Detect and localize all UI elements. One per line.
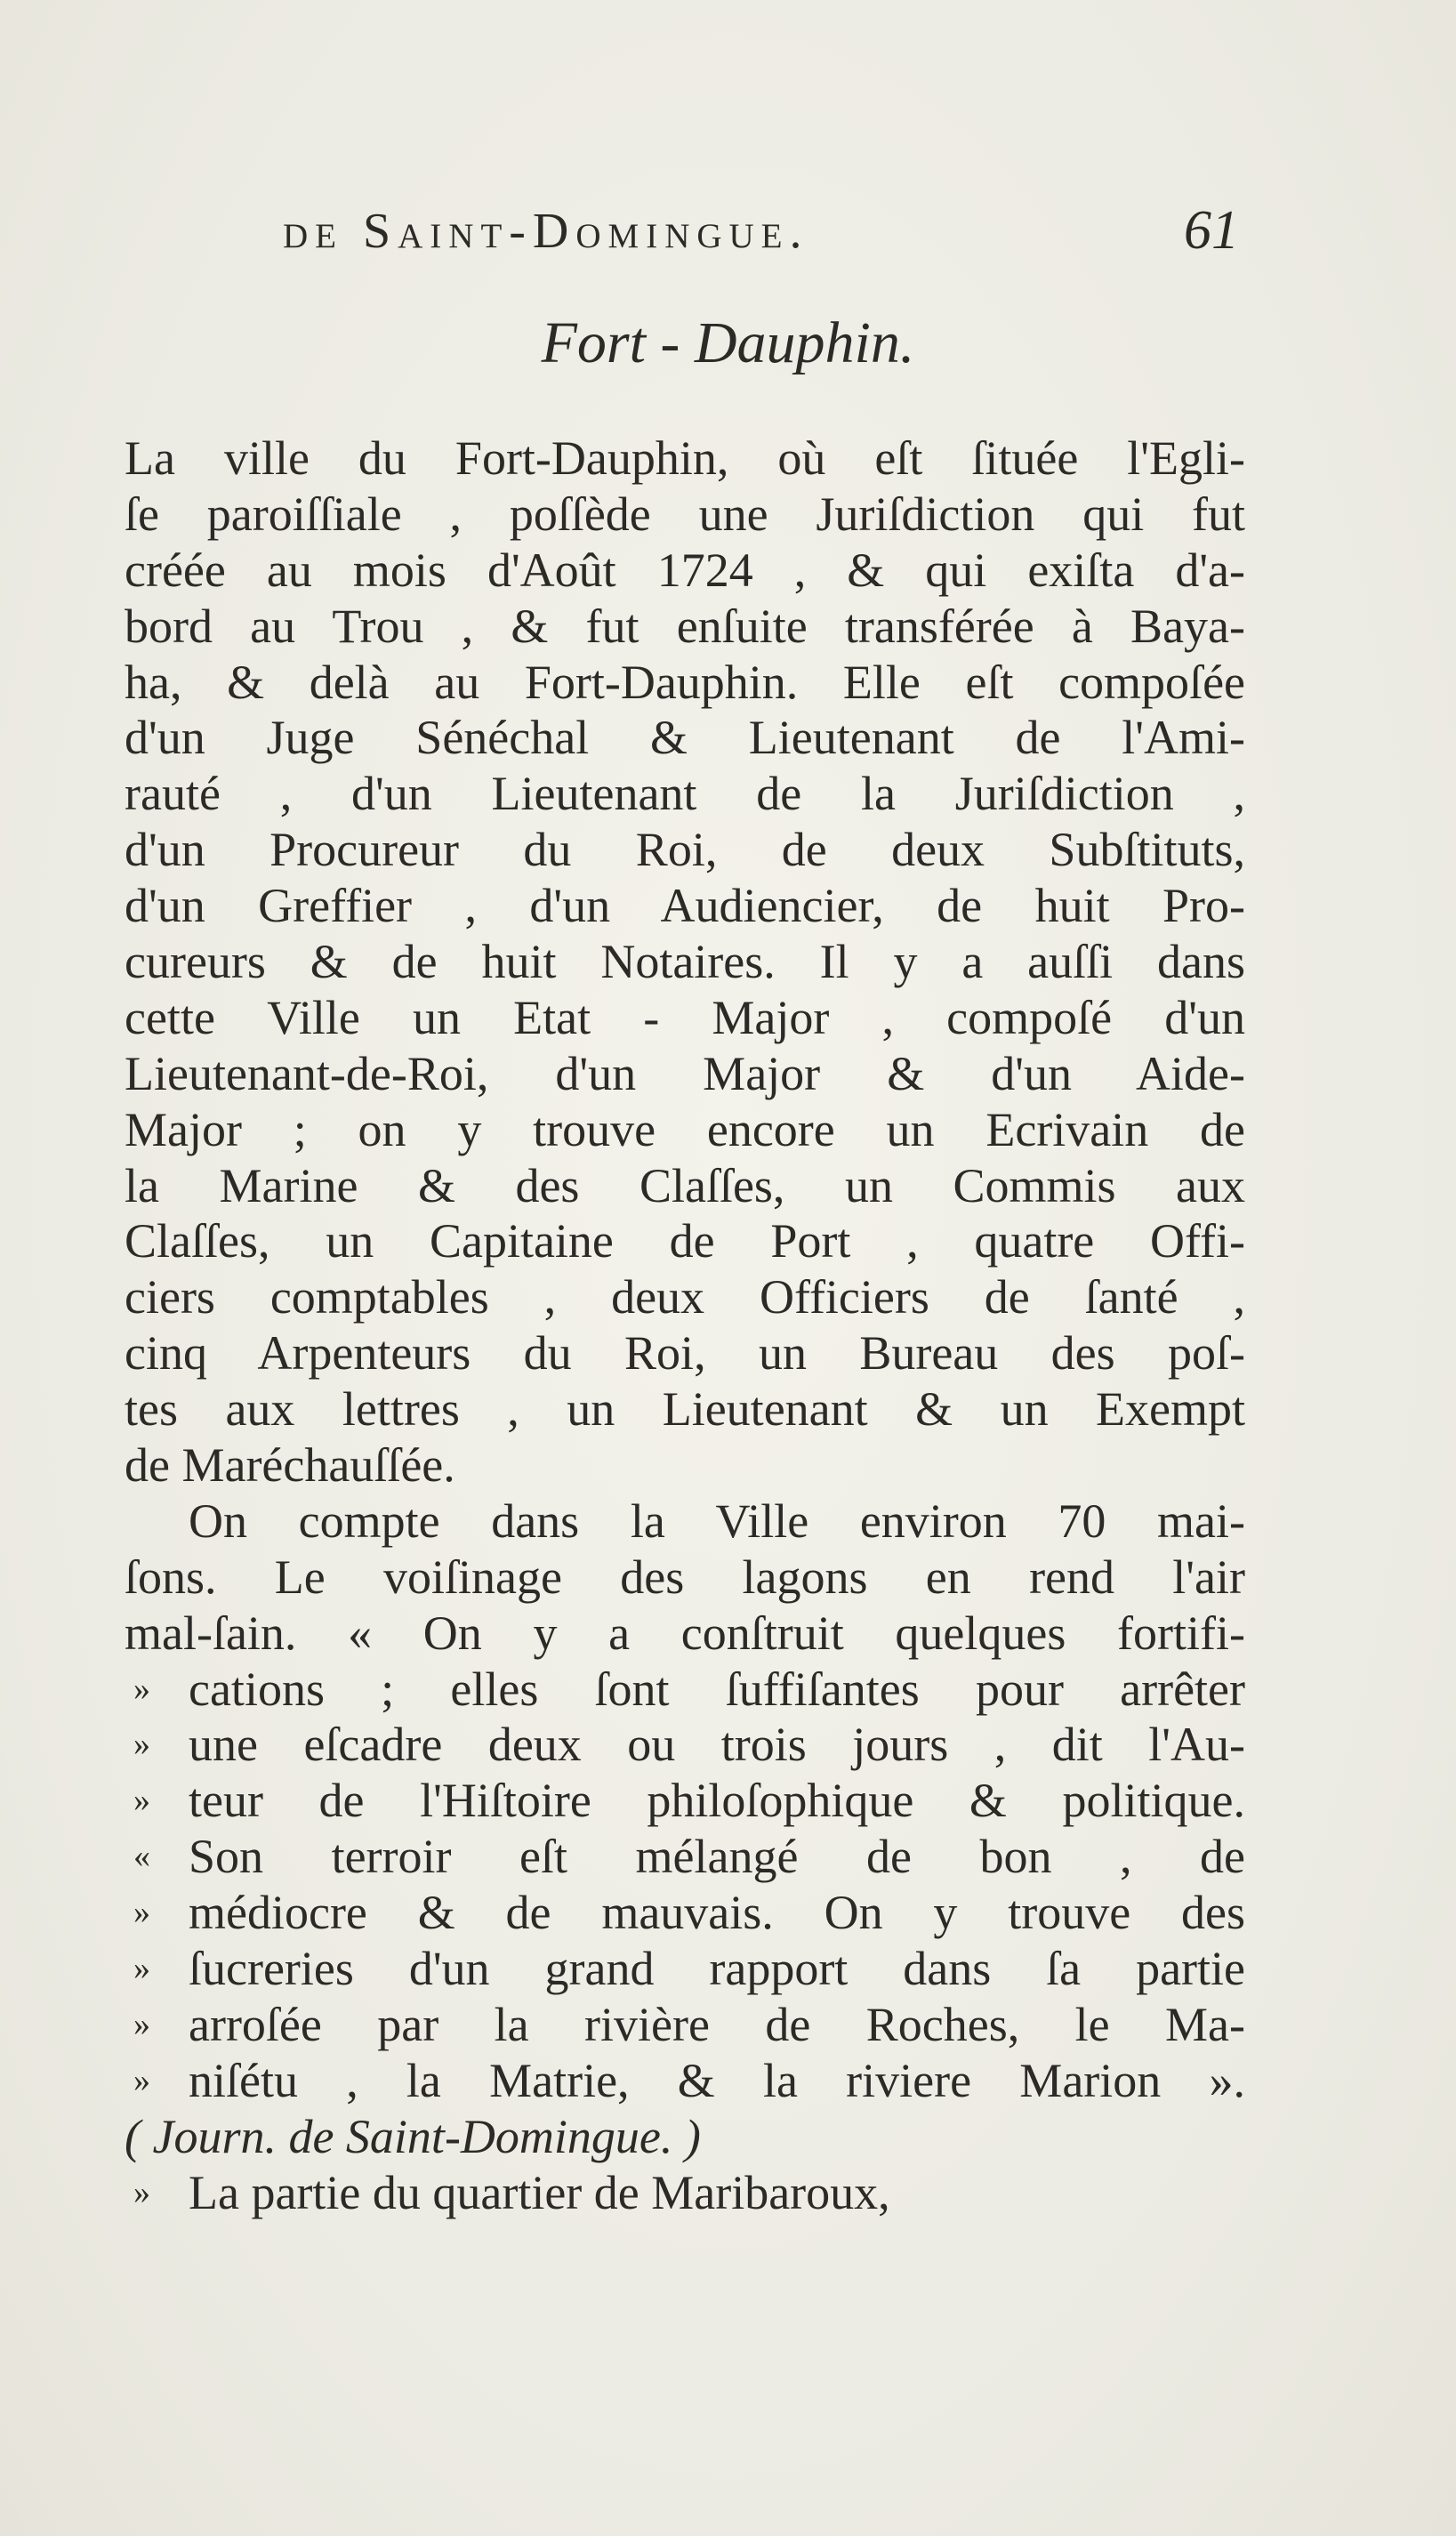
text-line: La ville du Fort-Dauphin, où eſt ſituée l'Egli- [125, 431, 1245, 485]
quote-marker: » [133, 1950, 150, 1988]
text-line: » niſétu , la Matrie, & la riviere Marion ». [133, 2053, 1245, 2107]
quote-marker: « [133, 1838, 150, 1876]
citation-line: ( Journ. de Saint-Domingue. ) [125, 2109, 701, 2163]
quote-marker: » [133, 2005, 150, 2043]
body-text [125, 431, 1245, 2221]
text-line: bord au Trou , & fut enſuite transférée à Baya- [125, 599, 1245, 653]
text-line: rauté , d'un Lieutenant de la Juriſdiction , [125, 767, 1245, 821]
text-line: ſe paroiſſiale , poſſède une Juriſdiction qui fut [125, 487, 1245, 541]
text-line: d'un Procureur du Roi, de deux Subſtituts, [125, 823, 1245, 877]
running-title: de Saint-Domingue. [283, 204, 809, 259]
text-line: Claſſes, un Capitaine de Port , quatre Offi- [125, 1214, 1245, 1268]
text-line: de Maréchauſſée. [125, 1438, 455, 1493]
text-line: » une eſcadre deux ou trois jours , dit l'Au- [133, 1718, 1245, 1772]
quote-marker: » [133, 2061, 150, 2099]
text-line: mal-ſain. « On y a conſtruit quelques fortifi- [125, 1606, 1245, 1660]
quote-marker: » [133, 1894, 150, 1932]
text-line: cinq Arpenteurs du Roi, un Bureau des poſ- [125, 1326, 1245, 1381]
quote-marker: » [133, 1782, 150, 1820]
quote-marker: » [133, 1726, 150, 1764]
text-line: » La partie du quartier de Maribaroux, [133, 2165, 890, 2219]
text-line: d'un Juge Sénéchal & Lieutenant de l'Ami- [125, 711, 1245, 765]
text-line: ha, & delà au Fort-Dauphin. Elle eſt compoſée [125, 655, 1245, 709]
page-number: 61 [1184, 200, 1239, 261]
text-line: » arroſée par la rivière de Roches, le Ma- [133, 1997, 1245, 2051]
section-title: Fort - Dauphin. [541, 310, 915, 375]
text-line: la Marine & des Claſſes, un Commis aux [125, 1158, 1245, 1212]
text-line: d'un Greffier , d'un Audiencier, de huit Pro- [125, 879, 1245, 933]
text-line: ſons. Le voiſinage des lagons en rend l'air [125, 1550, 1245, 1604]
text-line: cureurs & de huit Notaires. Il y a auſſi dans [125, 935, 1245, 989]
text-line: » cations ; elles ſont ſuffiſantes pour arrêter [133, 1662, 1245, 1716]
text-line: » médiocre & de mauvais. On y trouve des [133, 1886, 1245, 1940]
text-line: » teur de l'Hiſtoire philoſophique & politique. [133, 1774, 1245, 1828]
text-line: cette Ville un Etat - Major , compoſé d'un [125, 990, 1245, 1044]
page-header [283, 200, 1239, 265]
text-line: Major ; on y trouve encore un Ecrivain de [125, 1102, 1245, 1156]
text-line: « Son terroir eſt mélangé de bon , de [133, 1830, 1245, 1884]
text-line: » ſucreries d'un grand rapport dans ſa partie [133, 1942, 1245, 1996]
text-line: créée au mois d'Août 1724 , & qui exiſta d'a- [125, 543, 1245, 597]
text-line: ciers comptables , deux Officiers de ſanté , [125, 1270, 1245, 1324]
text-line: Lieutenant-de-Roi, d'un Major & d'un Aide- [125, 1046, 1245, 1100]
text-line: tes aux lettres , un Lieutenant & un Exempt [125, 1382, 1245, 1437]
quote-marker: » [133, 1670, 150, 1708]
quote-marker: » [133, 2173, 150, 2211]
text-line: On compte dans la Ville environ 70 mai- [189, 1493, 1245, 1548]
